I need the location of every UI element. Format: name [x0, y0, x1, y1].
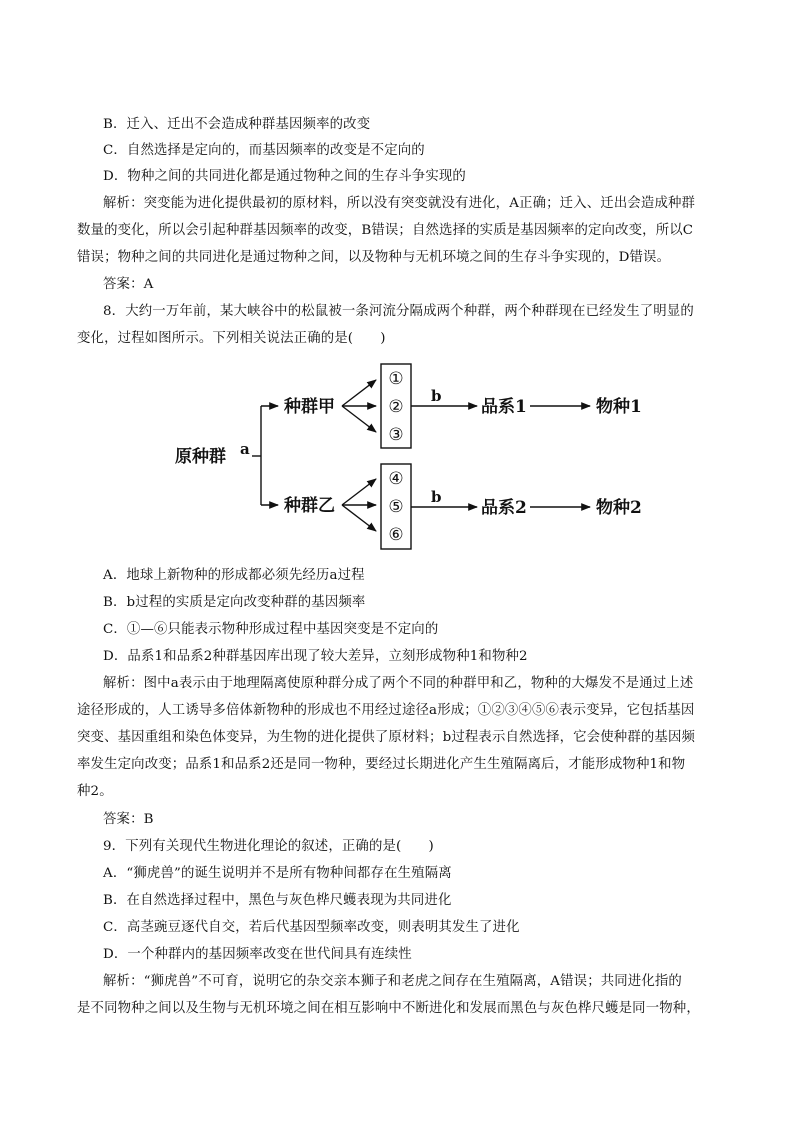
- species-1-label: 物种1: [596, 397, 642, 417]
- q8-option-b: B．b过程的实质是定向改变种群的基因频率: [103, 595, 366, 610]
- variation-6: ⑥: [388, 525, 404, 545]
- q8-analysis-line-5: 种2。: [77, 784, 113, 799]
- q8-analysis-line-4: 率发生定向改变；品系1和品系2还是同一物种，要经过长期进化产生生殖隔离后，才能形成物种1和物: [77, 757, 686, 772]
- q9-analysis-line-2: 是不同物种之间以及生物与无机环境之间在相互影响中不断进化和发展而黑色与灰色桦尺蠖是同一物种，: [77, 1001, 700, 1016]
- q9-option-c: C．高茎豌豆逐代自交，若后代基因型频率改变，则表明其发生了进化: [103, 920, 520, 935]
- species-2-label: 物种2: [596, 498, 642, 518]
- q8-stem-line-2: 变化，过程如图所示。下列相关说法正确的是( ): [77, 331, 386, 346]
- q7-option-b: B．迁入、迁出不会造成种群基因频率的改变: [103, 117, 371, 132]
- q8-analysis-line-2: 途径形成的，人工诱导多倍体新物种的形成也不用经过途径a形成；①②③④⑤⑥表示变异，它包括基因: [77, 703, 695, 718]
- q9-option-a: A．“狮虎兽”的诞生说明并不是所有物种间都存在生殖隔离: [103, 866, 452, 881]
- q8-analysis-line-1: 解析：图中a表示由于地理隔离使原种群分成了两个不同的种群甲和乙，物种的大爆发不是通过上述: [103, 676, 694, 691]
- q7-answer: 答案：A: [103, 277, 154, 292]
- q7-option-c: C．自然选择是定向的，而基因频率的改变是不定向的: [103, 143, 425, 158]
- variation-5: ⑤: [388, 497, 404, 517]
- label-b-2: b: [431, 488, 442, 506]
- q7-analysis-line-2: 数量的变化，所以会引起种群基因频率的改变，B错误；自然选择的实质是基因频率的定向改变，所以C: [77, 223, 694, 238]
- q8-stem-line-1: 8．大约一万年前，某大峡谷中的松鼠被一条河流分隔成两个种群，两个种群现在已经发生了明显的: [103, 304, 694, 319]
- variation-1: ①: [388, 369, 404, 389]
- q9-analysis-line-1: 解析：“狮虎兽”不可育，说明它的杂交亲本狮子和老虎之间存在生殖隔离，A错误；共同进化指的: [103, 974, 682, 989]
- q8-analysis-line-3: 突变、基因重组和染色体变异，为生物的进化提供了原材料；b过程表示自然选择，它会使种群的基因频: [77, 730, 696, 745]
- q8-option-d: D．品系1和品系2种群基因库出现了较大差异，立刻形成物种1和物种2: [103, 649, 528, 664]
- q9-option-b: B．在自然选择过程中，黑色与灰色桦尺蠖表现为共同进化: [103, 893, 452, 908]
- label-a: a: [240, 440, 250, 458]
- strain-2-label: 品系2: [481, 498, 527, 518]
- label-b-1: b: [431, 387, 442, 405]
- q8-answer: 答案：B: [103, 812, 154, 827]
- q7-analysis-line-3: 错误；物种之间的共同进化是通过物种之间，以及物种与无机环境之间的生存斗争实现的，D错误。: [77, 250, 671, 265]
- variation-2: ②: [388, 397, 404, 417]
- strain-1-label: 品系1: [481, 397, 527, 417]
- q9-option-d: D．一个种群内的基因频率改变在世代间具有连续性: [103, 947, 412, 962]
- q7-analysis-line-1: 解析：突变能为进化提供最初的原材料，所以没有突变就没有进化，A正确；迁入、迁出会造成种群: [103, 196, 696, 211]
- variation-3: ③: [388, 425, 404, 445]
- variation-4: ④: [388, 469, 404, 489]
- q9-stem: 9．下列有关现代生物进化理论的叙述，正确的是( ): [103, 839, 434, 854]
- q7-option-d: D．物种之间的共同进化都是通过物种之间的生存斗争实现的: [103, 169, 466, 184]
- speciation-diagram: [170, 358, 670, 558]
- population-2-label: 种群乙: [284, 496, 335, 516]
- population-1-label: 种群甲: [284, 397, 335, 417]
- origin-population-label: 原种群: [175, 447, 226, 467]
- q8-option-c: C．①—⑥只能表示物种形成过程中基因突变是不定向的: [103, 622, 439, 637]
- q8-option-a: A．地球上新物种的形成都必须先经历a过程: [103, 568, 365, 583]
